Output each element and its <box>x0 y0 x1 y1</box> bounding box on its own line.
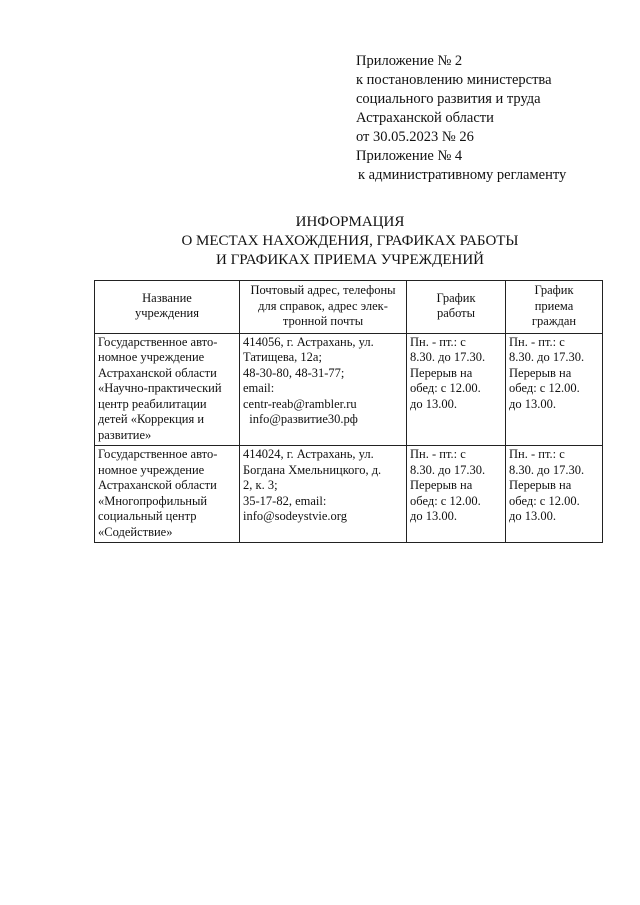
cell-work-schedule: Пн. - пт.: с 8.30. до 17.30. Перерыв на обед: с 12.00. до 13.00. <box>407 333 506 446</box>
institutions-table <box>94 280 603 543</box>
cell-work-schedule: Пн. - пт.: с 8.30. до 17.30. Перерыв на обед: с 12.00. до 13.00. <box>407 446 506 543</box>
cell-reception-schedule: Пн. - пт.: с 8.30. до 17.30. Перерыв на обед: с 12.00. до 13.00. <box>506 446 603 543</box>
title-line: И ГРАФИКАХ ПРИЕМА УЧРЕЖДЕНИЙ <box>216 252 484 268</box>
appendix-line: к административному регламенту <box>358 167 567 183</box>
cell-reception-schedule: Пн. - пт.: с 8.30. до 17.30. Перерыв на обед: с 12.00. до 13.00. <box>506 333 603 446</box>
cell-name: Государственное авто- номное учреждение Астраханской области «Научно-практический центр реабилитации детей «Коррекция и развитие» <box>95 333 240 446</box>
header-name: Название учреждения <box>95 281 240 334</box>
table-row <box>95 333 603 446</box>
appendix-line: социального развития и труда <box>356 91 541 107</box>
cell-name: Государственное авто- номное учреждение Астраханской области «Многопрофильный социальный центр «Содействие» <box>95 446 240 543</box>
appendix-line: от 30.05.2023 № 26 <box>356 129 474 145</box>
cell-address: 414056, г. Астрахань, ул. Татищева, 12а; 48-30-80, 48-31-77; email: centr-reab@rambler.ru info@развитие30.рф <box>240 333 407 446</box>
cell-address: 414024, г. Астрахань, ул. Богдана Хмельницкого, д. 2, к. 3; 35-17-82, email: info@sodeystvie.org <box>240 446 407 543</box>
appendix-line: Приложение № 2 <box>356 53 463 69</box>
appendix-line: Приложение № 4 <box>356 148 463 164</box>
header-reception-schedule: График приема граждан <box>506 281 603 334</box>
email-link[interactable]: centr-reab@rambler.ru <box>243 396 357 411</box>
title-line: О МЕСТАХ НАХОЖДЕНИЯ, ГРАФИКАХ РАБОТЫ <box>181 233 519 249</box>
title-line: ИНФОРМАЦИЯ <box>295 214 405 230</box>
document-title <box>120 213 580 270</box>
header-work-schedule: График работы <box>407 281 506 334</box>
header-address: Почтовый адрес, телефоны для справок, адрес элек- тронной почты <box>240 281 407 334</box>
appendix-line: к постановлению министерства <box>356 72 552 88</box>
table-header-row <box>95 281 603 334</box>
appendix-line: Астраханской области <box>356 110 494 126</box>
email-link[interactable]: info@sodeystvie.org <box>243 509 347 523</box>
appendix-block <box>356 52 626 185</box>
table-row <box>95 446 603 543</box>
email-link[interactable]: info@развитие30.рф <box>243 412 358 426</box>
